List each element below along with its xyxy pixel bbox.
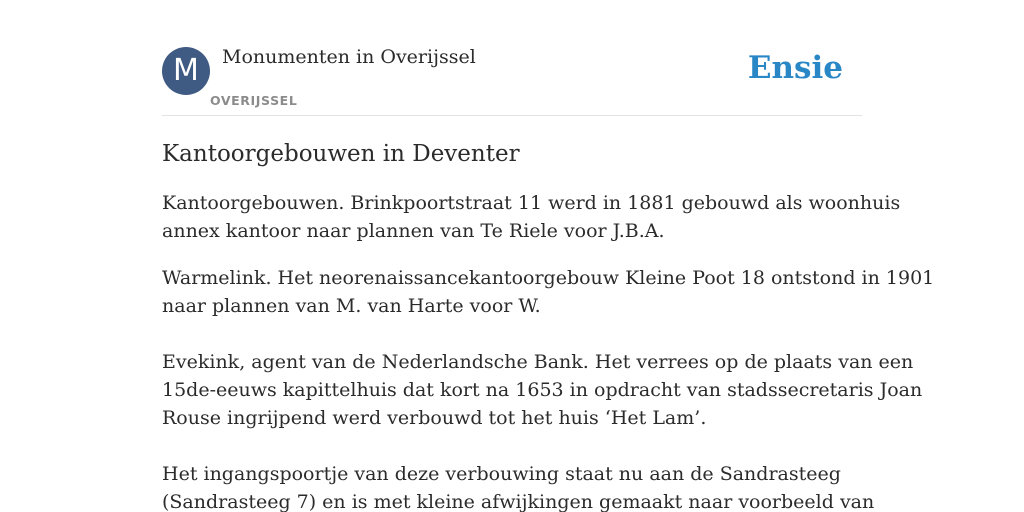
paragraph-line: Het ingangspoortje van deze verbouwing staat nu aan de Sandrasteeg xyxy=(162,463,841,485)
article-paragraph xyxy=(162,189,901,245)
paragraph-line: naar plannen van M. van Harte voor W. xyxy=(162,295,541,317)
article-paragraph xyxy=(162,264,935,320)
paragraph-line: Warmelink. Het neorenaissancekantoorgebouw Kleine Poot 18 ontstond in 1901 xyxy=(162,267,935,289)
article xyxy=(162,138,935,512)
paragraph-line: Evekink, agent van de Nederlandsche Bank. Het verrees op de plaats van een xyxy=(162,351,914,373)
article-title: Kantoorgebouwen in Deventer xyxy=(162,141,520,167)
collection-title[interactable]: Monumenten in Overijssel xyxy=(222,46,476,68)
avatar[interactable]: M xyxy=(162,47,210,95)
paragraph-line: Rouse ingrijpend werd verbouwd tot het huis ‘Het Lam’. xyxy=(162,407,707,429)
article-paragraph xyxy=(162,348,923,432)
category-link[interactable]: OVERIJSSEL xyxy=(210,93,298,108)
paragraph-line: (Sandrasteeg 7) en is met kleine afwijkingen gemaakt naar voorbeeld van xyxy=(162,491,875,512)
article-paragraph xyxy=(162,460,875,512)
paragraph-line: Kantoorgebouwen. Brinkpoortstraat 11 werd in 1881 gebouwd als woonhuis xyxy=(162,192,901,214)
ensie-logo[interactable]: Ensie xyxy=(747,50,843,86)
paragraph-line: annex kantoor naar plannen van Te Riele voor J.B.A. xyxy=(162,220,665,242)
paragraph-line: 15de-eeuws kapittelhuis dat kort na 1653 in opdracht van stadssecretaris Joan xyxy=(162,379,923,401)
collection-header xyxy=(162,0,862,116)
